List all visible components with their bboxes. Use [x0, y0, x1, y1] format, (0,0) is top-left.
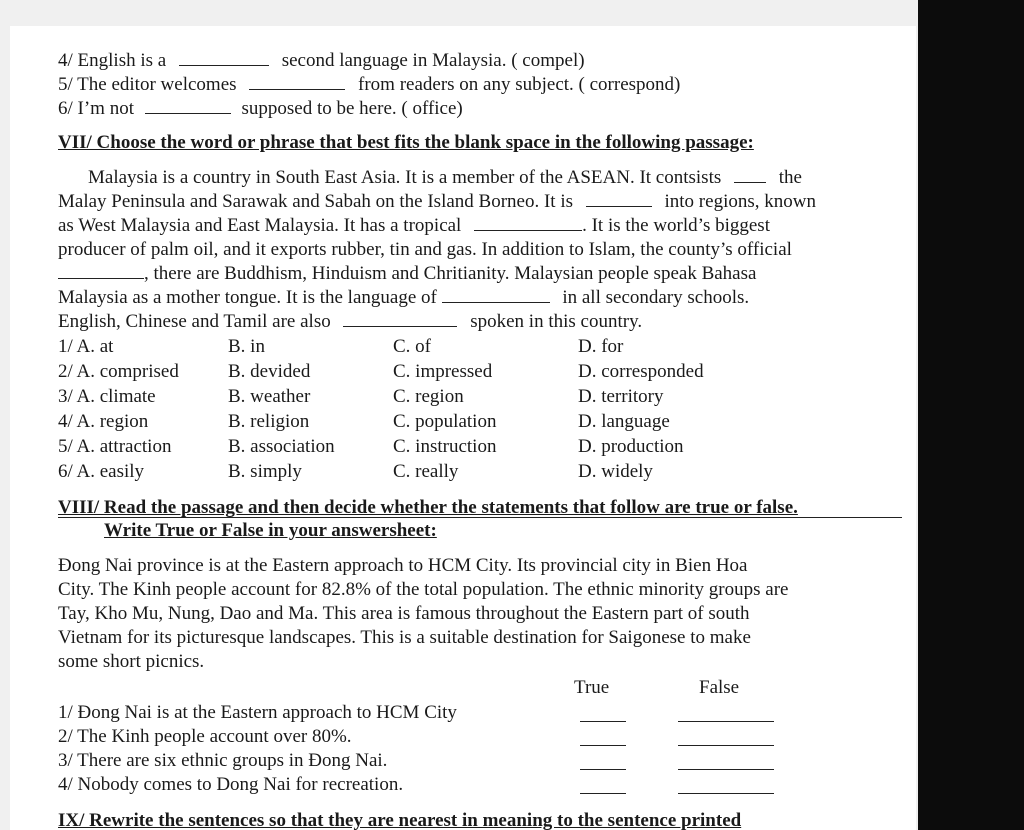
passage-line: Đong Nai province is at the Eastern approach to HCM City. Its provincial city in Bien Hoa [58, 555, 748, 576]
option-d: D. language [578, 411, 670, 432]
passage-text: Malay Peninsula and Sarawak and Sabah on the Island Borneo. It is [58, 191, 573, 212]
statement: 3/ There are six ethnic groups in Đong Nai. [58, 750, 388, 771]
passage-text: Malaysia is a country in South East Asia. It is a member of the ASEAN. It contsists [88, 167, 722, 188]
answer-blank [734, 168, 766, 183]
false-answer-blank [678, 721, 774, 722]
passage-text: in all secondary schools. [562, 287, 750, 308]
option-a: 2/ A. comprised [58, 361, 179, 382]
option-a: 3/ A. climate [58, 386, 156, 407]
answer-blank [179, 51, 269, 66]
answer-blank [249, 75, 345, 90]
passage-text: spoken in this country. [470, 311, 643, 332]
statement: 2/ The Kinh people account over 80%. [58, 726, 352, 747]
passage-text: , there are Buddhism, Hinduism and Chritianity. Malaysian people speak Bahasa [144, 263, 757, 284]
option-c: C. population [393, 411, 497, 432]
option-a: 6/ A. easily [58, 461, 145, 482]
exercise-item-4 [58, 50, 585, 72]
dark-side-panel [918, 0, 1024, 830]
passage-text: . It is the world’s biggest [582, 215, 770, 236]
exercise-item-6 [58, 98, 463, 120]
option-b: B. in [228, 336, 265, 357]
option-b: B. simply [228, 461, 302, 482]
option-c: C. impressed [393, 361, 493, 382]
passage-line [58, 263, 756, 285]
false-answer-blank [678, 793, 774, 794]
answer-blank [586, 192, 652, 207]
option-a: 5/ A. attraction [58, 436, 172, 457]
option-b: B. devided [228, 361, 311, 382]
title-underline [58, 517, 902, 518]
option-c: C. instruction [393, 436, 497, 457]
section-8-title: VIII/ Read the passage and then decide whether the statements that follow are true or false. [58, 497, 798, 518]
section-9-title: IX/ Rewrite the sentences so that they are nearest in meaning to the sentence printed [58, 810, 742, 830]
item-text: supposed to be here. ( office) [241, 98, 463, 119]
option-c: C. region [393, 386, 464, 407]
false-answer-blank [678, 745, 774, 746]
option-d: D. widely [578, 461, 653, 482]
statement: 1/ Đong Nai is at the Eastern approach to HCM City [58, 702, 457, 723]
passage-line [88, 167, 802, 189]
option-d: D. corresponded [578, 361, 704, 382]
option-a: 4/ A. region [58, 411, 149, 432]
answer-blank [343, 312, 457, 327]
item-text: 6/ I’m not [58, 98, 134, 119]
passage-text: into regions, known [664, 191, 816, 212]
option-c: C. of [393, 336, 431, 357]
passage-text: English, Chinese and Tamil are also [58, 311, 331, 332]
true-answer-blank [580, 793, 626, 794]
option-d: D. territory [578, 386, 664, 407]
passage-line: Vietnam for its picturesque landscapes. This is a suitable destination for Saigonese to make [58, 627, 751, 648]
passage-line: Tay, Kho Mu, Nung, Dao and Ma. This area is famous throughout the Eastern part of south [58, 603, 750, 624]
passage-text: as West Malaysia and East Malaysia. It has a tropical [58, 215, 462, 236]
item-text: second language in Malaysia. ( compel) [281, 50, 585, 71]
item-text: from readers on any subject. ( correspond) [358, 74, 681, 95]
true-answer-blank [580, 769, 626, 770]
passage-text: Malaysia as a mother tongue. It is the language of [58, 287, 437, 308]
option-b: B. association [228, 436, 335, 457]
passage-text: producer of palm oil, and it exports rubber, tin and gas. In addition to Islam, the county’s official [58, 239, 792, 260]
answer-blank [58, 264, 144, 279]
option-b: B. religion [228, 411, 310, 432]
option-c: C. really [393, 461, 459, 482]
true-answer-blank [580, 745, 626, 746]
worksheet-page [10, 26, 916, 830]
answer-blank [145, 99, 231, 114]
passage-line: some short picnics. [58, 651, 205, 672]
section-8-instruction: Write True or False in your answersheet: [104, 520, 437, 541]
passage-line [58, 311, 642, 333]
option-d: D. for [578, 336, 624, 357]
option-a: 1/ A. at [58, 336, 114, 357]
column-true-header: True [574, 677, 610, 698]
item-text: 4/ English is a [58, 50, 167, 71]
passage-line [58, 239, 792, 261]
passage-line: City. The Kinh people account for 82.8% of the total population. The ethnic minority groups are [58, 579, 789, 600]
item-text: 5/ The editor welcomes [58, 74, 237, 95]
true-answer-blank [580, 721, 626, 722]
option-b: B. weather [228, 386, 311, 407]
passage-text: the [778, 167, 802, 188]
answer-blank [474, 216, 582, 231]
statement: 4/ Nobody comes to Dong Nai for recreation. [58, 774, 404, 795]
section-7-title: VII/ Choose the word or phrase that best fits the blank space in the following passage: [58, 132, 754, 153]
exercise-item-5 [58, 74, 680, 96]
false-answer-blank [678, 769, 774, 770]
passage-line [58, 191, 816, 213]
option-d: D. production [578, 436, 684, 457]
answer-blank [442, 288, 550, 303]
passage-line [58, 215, 770, 237]
column-false-header: False [699, 677, 740, 698]
passage-line [58, 287, 749, 309]
